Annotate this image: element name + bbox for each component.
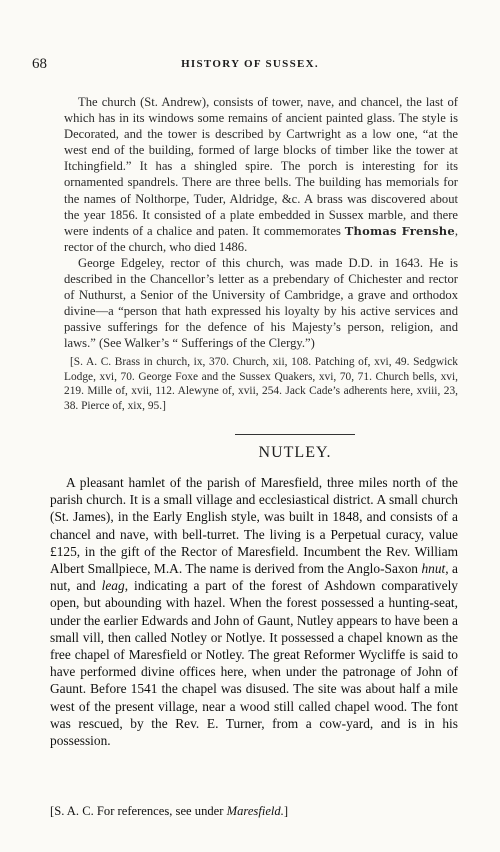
page-header [32,56,468,76]
church-section [64,94,458,352]
edgeley-paragraph: George Edgeley, rector of this church, was made D.D. in 1643. He is described in the Chancellor’s letter as a prebendary of Chichester and rector of Nuthurst, a Senior of the University of Cambridge, a grave and orthodox divine—a “person that hath expressed his loyalty by his active services and passive sufferings for the defence of his Majesty’s person, religion, and laws.” (See Walker’s “ Sufferings of the Clergy.”) [64,255,458,351]
italic-leag: leag [101,578,125,594]
section-divider [235,434,355,435]
church-text-a: The church (St. Andrew), consists of tower, nave, and chancel, the last of which has in its windows some remains of ancient painted glass. The style is Decorated, and the tower is described by Cartwright as a low one, “at the west end of the building, formed of large blocks of timber like the tower at Itchingfield.” It has a shingled spire. The porch is interesting for its ornamented spandrels. There are three bells. The building has memorials for the names of Nolthorpe, Tuder, Aldridge, &c. A brass was discovered about the year 1856. It consisted of a plate embedded in Sussex marble, and there were indents of a chalice and paten. It commemorates [64,95,458,238]
running-head: HISTORY OF SUSSEX. [181,58,319,70]
italic-hnut: hnut [421,561,446,577]
blackletter-name: Thomas Frenshe [344,223,455,238]
church-references-text: [S. A. C. Brass in church, ix, 370. Church, xii, 108. Patching of, xvi, 49. Sedgwick Lodge, xvi, 70. George Foxe and the Sussex Quakers, xvi, 70, 71. Church bells, xvi, 219. Mille of, xvii, 112. Alewyne of, xvii, 254. Jack Cade’s adherents here, xviii, 23, 38. Pierce of, xix, 95.] [64,356,458,412]
section-title: NUTLEY. [258,444,332,461]
nutley-refs-text-a: [S. A. C. For references, see under [50,804,227,818]
church-references [64,355,458,413]
nutley-text-a: A pleasant hamlet of the parish of Maresfield, three miles north of the parish church. It is a small village and ecclesiastical district. A small church (St. James), in the Early English style, was built in 1848, and consists of a chancel and nave, with bell-turret. The living is a Perpetual curacy, value £125, in the gift of the Rector of Maresfield. Incumbent the Rev. William Albert Smallpiece, M.A. The name is derived from the Anglo-Saxon [50,475,458,577]
page-number: 68 [32,56,47,72]
nutley-refs-text-b: ] [283,804,289,818]
nutley-section [50,474,458,749]
church-text-b: , rector of the church, who died 1486. [64,223,458,254]
nutley-references [50,804,458,819]
nutley-text-c: , indicating a part of the forest of Ashdown comparatively open, but abounding with hazel. When the forest possessed a hunting-seat, under the earlier Edwards and John of Gaunt, Nutley appears to have been a small vill, then called Notley or Notlye. It possessed a chapel known as the free chapel of Maresfield or Notley. The great Reformer Wycliffe is said to have performed divine offices here, when under the patronage of John of Gaunt. Before 1541 the chapel was disused. The site was about half a mile west of the present village, near a wood still called chapel wood. The font was rescued, by the Rev. E. Turner, from a cow-yard, and is in his possession. [50,578,458,749]
nutley-paragraph [50,474,458,749]
nutley-text-b: , a nut, and [50,561,458,594]
church-paragraph [64,94,458,255]
italic-maresfield: Maresfield. [226,804,284,818]
